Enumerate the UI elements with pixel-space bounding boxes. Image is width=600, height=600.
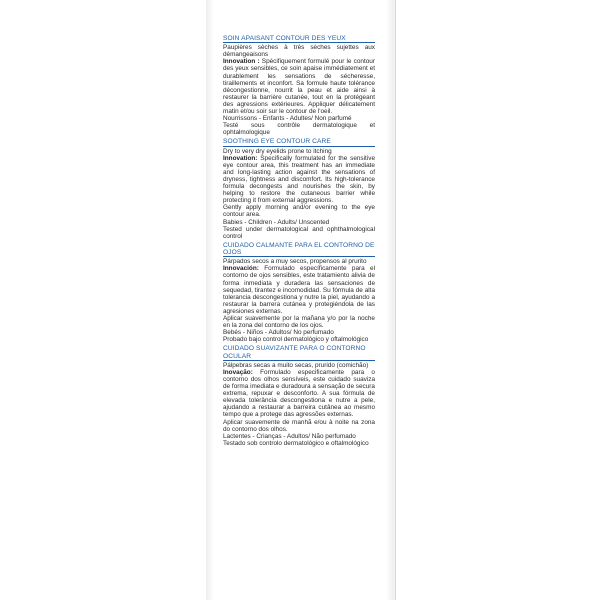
- english-innovation-text: Specifically formulated for the sensitive eye contour area, this treatment has an immediate and long-lasting action against the sensations of dryness, tightness and discomfort. Its high-tolerance formula decongests and nourishes the skin, by helping to restore the cutaneous barrier while protecting it from external aggressions.: [223, 154, 375, 205]
- portuguese-intro: Pálpebras secas a muito secas, prurido (comichão): [223, 361, 369, 369]
- french-innovation-label: Innovation :: [223, 58, 260, 66]
- french-usage: Nourrissons - Enfants - Adultes/ Non parfumé: [223, 115, 352, 123]
- english-innovation: [223, 155, 375, 205]
- section-spanish: [223, 242, 375, 344]
- box-right-fold: [386, 0, 394, 600]
- spanish-title: CUIDADO CALMANTE PARA EL CONTORNO DE OJOS: [223, 241, 375, 257]
- french-title-rule: [223, 42, 375, 43]
- french-title: SOIN APAISANT CONTOUR DES YEUX: [223, 35, 346, 42]
- english-directions: Gently apply morning and/or evening to the eye contour area.: [223, 204, 375, 219]
- french-intro: Paupières sèches à très sèches sujettes aux démangeaisons: [223, 44, 375, 59]
- spanish-innovation: [223, 265, 375, 315]
- spanish-innovation-text: Formulado específicamente para el contorno de ojos sensibles, este tratamiento alivia de forma inmediata y duradera las sensaciones de sequedad, tirantez e incomodidad. Su fórmula de alta tolerancia descongestiona y nutre la piel, ayudando a restaurar la barrera cutánea y protegiéndola de las agresiones externas.: [223, 265, 375, 315]
- spanish-intro: Párpados secos a muy secos, propensos al prurito: [223, 258, 367, 266]
- section-french: [223, 35, 375, 136]
- french-innovation-text: Spécifiquement formulé pour le contour des yeux sensibles, ce soin apaise immédiatement et durablement les sensations de sécheresse, tiraillements et inconfort. Sa formule haute tolérance décongestionne, nourrit la peau et aide ainsi à restaurer la barrière cutanée, tout en la protégeant des agressions extérieures. Appliquer délicatement matin et/ou soir sur le contour de l'oeil.: [223, 58, 375, 116]
- english-usage: Babies - Children - Adults/ Unscented: [223, 218, 330, 226]
- portuguese-usage: Lactentes - Crianças - Adultos/ Não perfumado: [223, 432, 356, 440]
- spanish-tested: Probado bajo control dermatológico y oftalmológico: [223, 336, 369, 344]
- spanish-directions: Aplicar suavemente por la mañana y/o por la noche en la zona del contorno de los ojos.: [223, 315, 375, 330]
- portuguese-directions: Aplicar suavemente de manhã e/ou à noite na zona do contorno dos olhos.: [223, 418, 375, 433]
- french-innovation: [223, 58, 375, 115]
- portuguese-tested: Testado sob controlo dermatológico e oftalmológico: [223, 439, 369, 447]
- english-title-rule: [223, 146, 375, 147]
- english-innovation-label: Innovation:: [223, 154, 258, 162]
- french-tested: Testé sous contrôle dermatologique et ophtalmologique: [223, 122, 375, 137]
- spanish-innovation-label: Innovación:: [223, 265, 259, 273]
- portuguese-title: CUIDADO SUAVIZANTE PARA O CONTORNO OCULAR: [223, 345, 366, 360]
- portuguese-innovation-text: Formulado especificamente para o contorno dos olhos sensíveis, este cuidado suaviza de forma imediata e duradoura a sensação de secura extrema, repuxar e desconforto. A sua fórmula de elevada tolerância descongestiona e nutre a pele, ajudando a restaurar a barreira cutânea ao mesmo tempo que a protege das agressões externas.: [223, 368, 375, 419]
- portuguese-innovation-label: Inovação:: [223, 368, 253, 376]
- box-left-fold: [206, 0, 214, 600]
- spanish-title-rule: [223, 256, 375, 257]
- english-title: SOOTHING EYE CONTOUR CARE: [223, 138, 331, 146]
- portuguese-innovation: [223, 369, 375, 419]
- label-text-block: [223, 35, 375, 447]
- english-intro: Dry to very dry eyelids prone to itching: [223, 147, 332, 155]
- section-portuguese: [223, 345, 375, 447]
- english-tested: Tested under dermatological and ophthalmological control: [223, 225, 375, 240]
- section-english: [223, 138, 375, 239]
- spanish-usage: Bebés - Niños - Adultos/ No perfumado: [223, 329, 334, 337]
- portuguese-title-rule: [223, 360, 375, 361]
